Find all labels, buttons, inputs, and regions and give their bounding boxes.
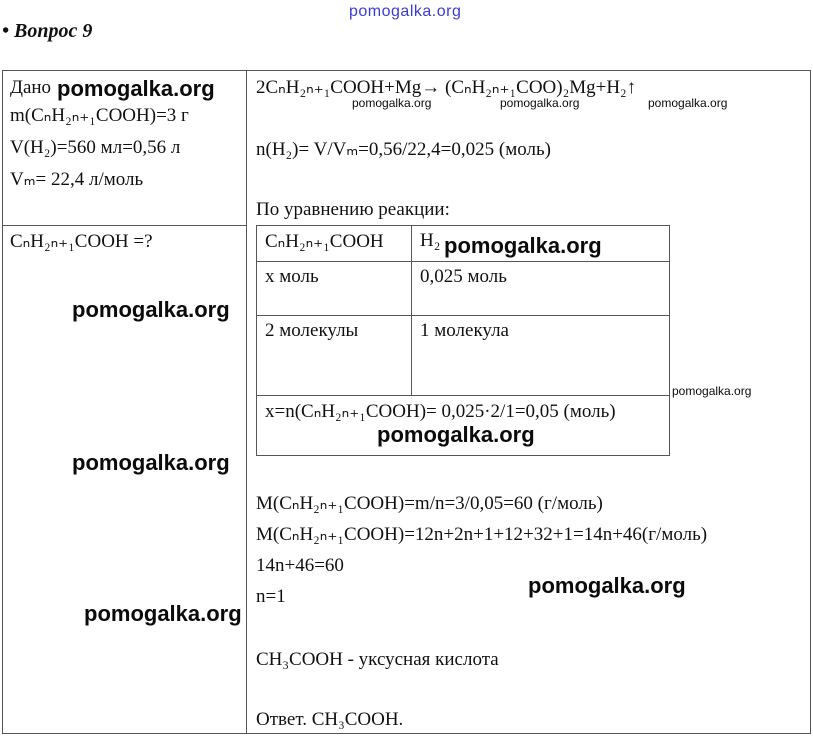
find-text: CₙH₂ₙ₊₁COOH =?: [10, 231, 153, 252]
watermark: pomogalka.org: [57, 76, 215, 101]
reaction-equation: 2CₙH₂ₙ₊₁COOH+Mg→ (CₙH₂ₙ₊₁COO)₂Mg+H₂↑: [256, 77, 637, 98]
n-equation: 14n+46=60: [256, 555, 344, 576]
question-title: • Вопрос 9: [2, 20, 93, 42]
proportion-header-hydrogen: H₂: [412, 226, 670, 262]
watermark: pomogalka.org: [672, 384, 752, 398]
watermark: pomogalka.org: [500, 96, 580, 110]
given-label: Дано: [10, 77, 52, 98]
by-equation-label: По уравнению реакции:: [256, 199, 450, 220]
hydrogen-amount: n(H₂)= V/Vₘ=0,56/22,4=0,025 (моль): [256, 139, 551, 160]
watermark-top: pomogalka.org: [349, 3, 462, 20]
watermark: pomogalka.org: [352, 96, 432, 110]
molar-mass-formula: M(CₙH₂ₙ₊₁COOH)=12n+2n+1+12+32+1=14n+46(г/моль): [256, 524, 708, 545]
proportion-result: x=n(CₙH₂ₙ₊₁COOH)= 0,025·2/1=0,05 (моль): [257, 396, 670, 456]
proportion-cell: x моль: [257, 262, 412, 316]
proportion-cell: 2 молекулы: [257, 316, 412, 396]
watermark: pomogalka.org: [377, 422, 535, 447]
proportion-cell: 0,025 моль: [412, 262, 670, 316]
proportion-cell: 1 молекула: [412, 316, 670, 396]
given-mass: m(CₙH₂ₙ₊₁COOH)=3 г: [10, 105, 189, 126]
molar-mass-calc: M(CₙH₂ₙ₊₁COOH)=m/n=3/0,05=60 (г/моль): [256, 493, 603, 514]
given-find-divider: [2, 225, 247, 226]
watermark: pomogalka.org: [648, 96, 728, 110]
proportion-header-acid: CₙH₂ₙ₊₁COOH: [257, 226, 412, 262]
given-volume: V(H₂)=560 мл=0,56 л: [10, 137, 181, 158]
acid-name: CH₃COOH - уксусная кислота: [256, 649, 499, 670]
column-divider: [246, 70, 247, 734]
answer-text: Ответ. CH₃COOH.: [256, 709, 404, 730]
given-molar-volume: Vₘ= 22,4 л/моль: [10, 169, 144, 190]
n-value: n=1: [256, 586, 286, 607]
watermark: pomogalka.org: [84, 601, 242, 626]
watermark: pomogalka.org: [72, 297, 230, 322]
watermark: pomogalka.org: [72, 450, 230, 475]
watermark: pomogalka.org: [444, 233, 602, 258]
watermark: pomogalka.org: [528, 573, 686, 598]
